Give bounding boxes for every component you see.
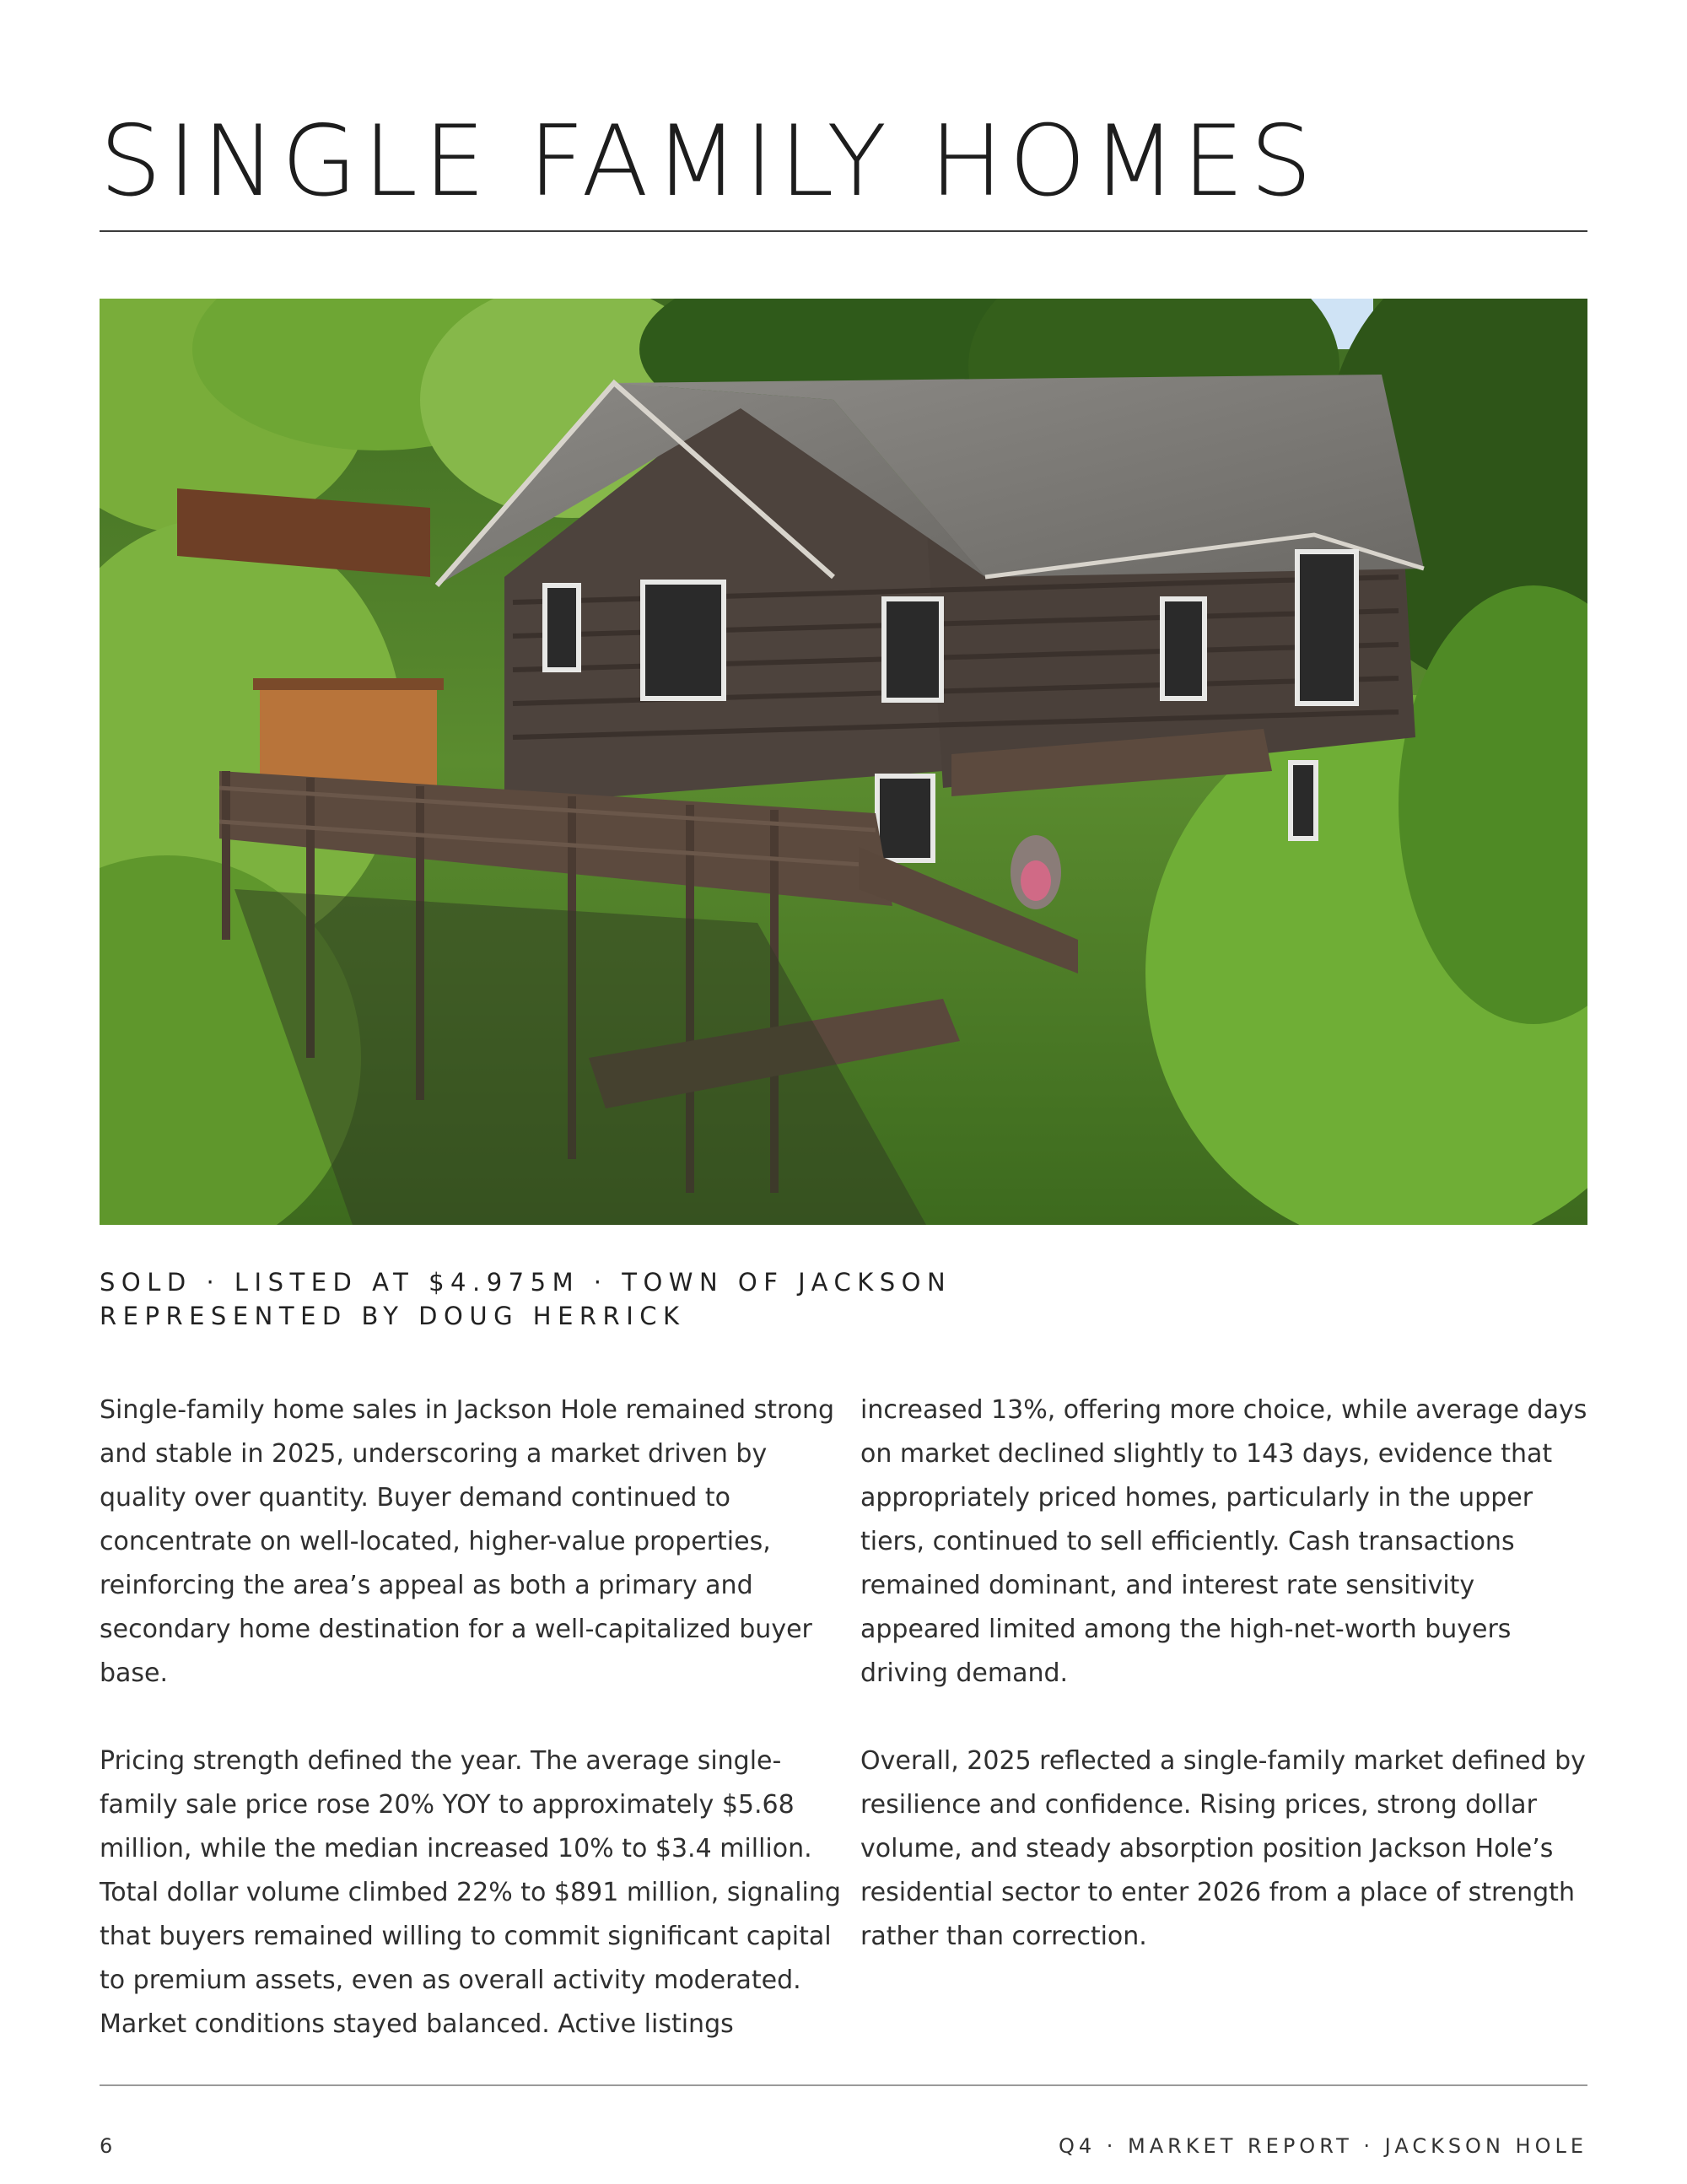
title-divider: [100, 230, 1587, 232]
paragraph: Single-family home sales in Jackson Hole remained strong and stable in 2025, underscoring a market driven by quality over quantity. Buyer demand continued to concentrate on well-located, higher-value properties, reinforcing the area’s appeal as both a primary and secondary home destination for a well-capitalized buyer base.: [100, 1395, 835, 1688]
paragraph: Overall, 2025 reflected a single-family market defined by resilience and confidence. Rising prices, strong dollar volume, and steady absorption position Jackson Hole’s residential sector to enter 2026 from a place of strength rather than correction.: [860, 1746, 1586, 1951]
page-title: SINGLE FAMILY HOMES: [100, 105, 1318, 218]
body-column-left: [100, 1389, 842, 2046]
footer-divider: [100, 2084, 1587, 2086]
paragraph: increased 13%, offering more choice, while average days on market declined slightly to 143 days, evidence that appropriately priced homes, particularly in the upper tiers, continued to sell efficiently. Cash transactions remained dominant, and interest rate sensitivity appeared limited among the high-net-worth buyers driving demand.: [860, 1395, 1587, 1688]
property-photo: [100, 299, 1587, 1225]
body-column-right: [860, 1389, 1603, 1959]
footer-label: Q4 · MARKET REPORT · JACKSON HOLE: [1058, 2134, 1587, 2158]
page-number: 6: [100, 2134, 113, 2158]
photo-caption: [100, 1265, 951, 1333]
caption-agent-line: REPRESENTED BY DOUG HERRICK: [100, 1302, 686, 1330]
caption-sold-line: SOLD · LISTED AT $4.975M · TOWN OF JACKSON: [100, 1268, 952, 1297]
paragraph: Pricing strength defined the year. The average single-family sale price rose 20% YOY to approximately $5.68 million, while the median increased 10% to $3.4 million. Total dollar volume climbed 22% to $891 million, signaling that buyers remained willing to commit significant capital to premium assets, even as overall activity moderated. Market conditions stayed balanced. Active listings: [100, 1746, 841, 2039]
